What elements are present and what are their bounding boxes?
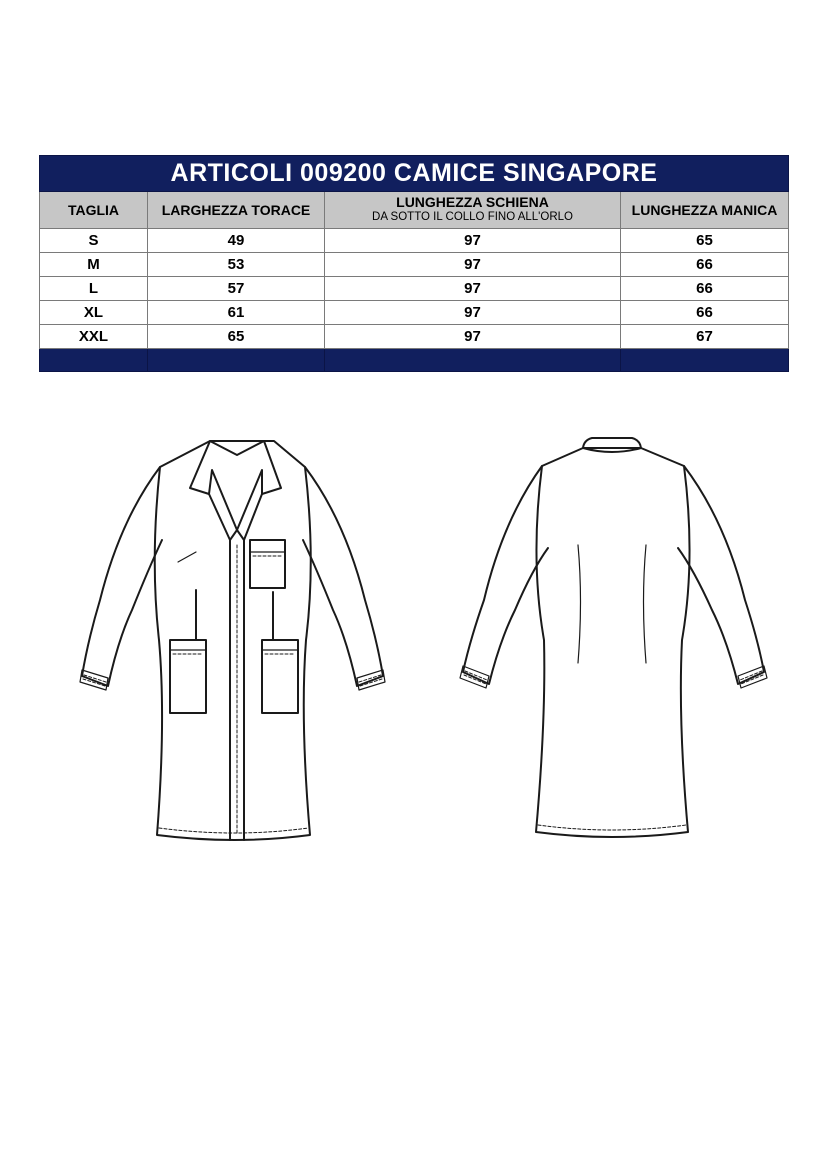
cell-chest: 49 (148, 229, 325, 253)
header-lunghezza-schiena: LUNGHEZZA SCHIENA DA SOTTO IL COLLO FINO ALL'ORLO (325, 192, 621, 229)
cell-sleeve: 65 (621, 229, 789, 253)
coat-front-right-pocket (262, 640, 298, 713)
coat-front-left-sleeve (82, 467, 162, 686)
coat-front-chest-pocket (250, 540, 285, 588)
cell-size: L (40, 277, 148, 301)
cell-chest: 65 (148, 325, 325, 349)
coat-front-view (80, 441, 385, 840)
header-larghezza-torace: LARGHEZZA TORACE (148, 192, 325, 229)
cell-sleeve: 66 (621, 301, 789, 325)
cell-back-length: 97 (325, 253, 621, 277)
coat-back-body (536, 448, 690, 837)
coat-front-collar (190, 441, 281, 530)
cell-size: S (40, 229, 148, 253)
coat-back-right-sleeve (678, 466, 764, 684)
header-lunghezza-manica: LUNGHEZZA MANICA (621, 192, 789, 229)
coat-front-right-sleeve (303, 467, 383, 686)
cell-back-length: 97 (325, 325, 621, 349)
cell-back-length: 97 (325, 229, 621, 253)
cell-back-length: 97 (325, 277, 621, 301)
coat-back-view (460, 438, 767, 837)
cell-chest: 61 (148, 301, 325, 325)
cell-size: XL (40, 301, 148, 325)
coat-back-left-sleeve (463, 466, 548, 684)
cell-sleeve: 67 (621, 325, 789, 349)
header-taglia: TAGLIA (40, 192, 148, 229)
coat-front-left-pocket (170, 640, 206, 713)
cell-chest: 53 (148, 253, 325, 277)
cell-back-length: 97 (325, 301, 621, 325)
table-title: ARTICOLI 009200 CAMICE SINGAPORE (40, 156, 789, 192)
header-lunghezza-schiena-note: DA SOTTO IL COLLO FINO ALL'ORLO (372, 211, 573, 223)
cell-chest: 57 (148, 277, 325, 301)
cell-sleeve: 66 (621, 277, 789, 301)
cell-size: M (40, 253, 148, 277)
cell-size: XXL (40, 325, 148, 349)
coat-back-collar (583, 438, 641, 452)
cell-sleeve: 66 (621, 253, 789, 277)
